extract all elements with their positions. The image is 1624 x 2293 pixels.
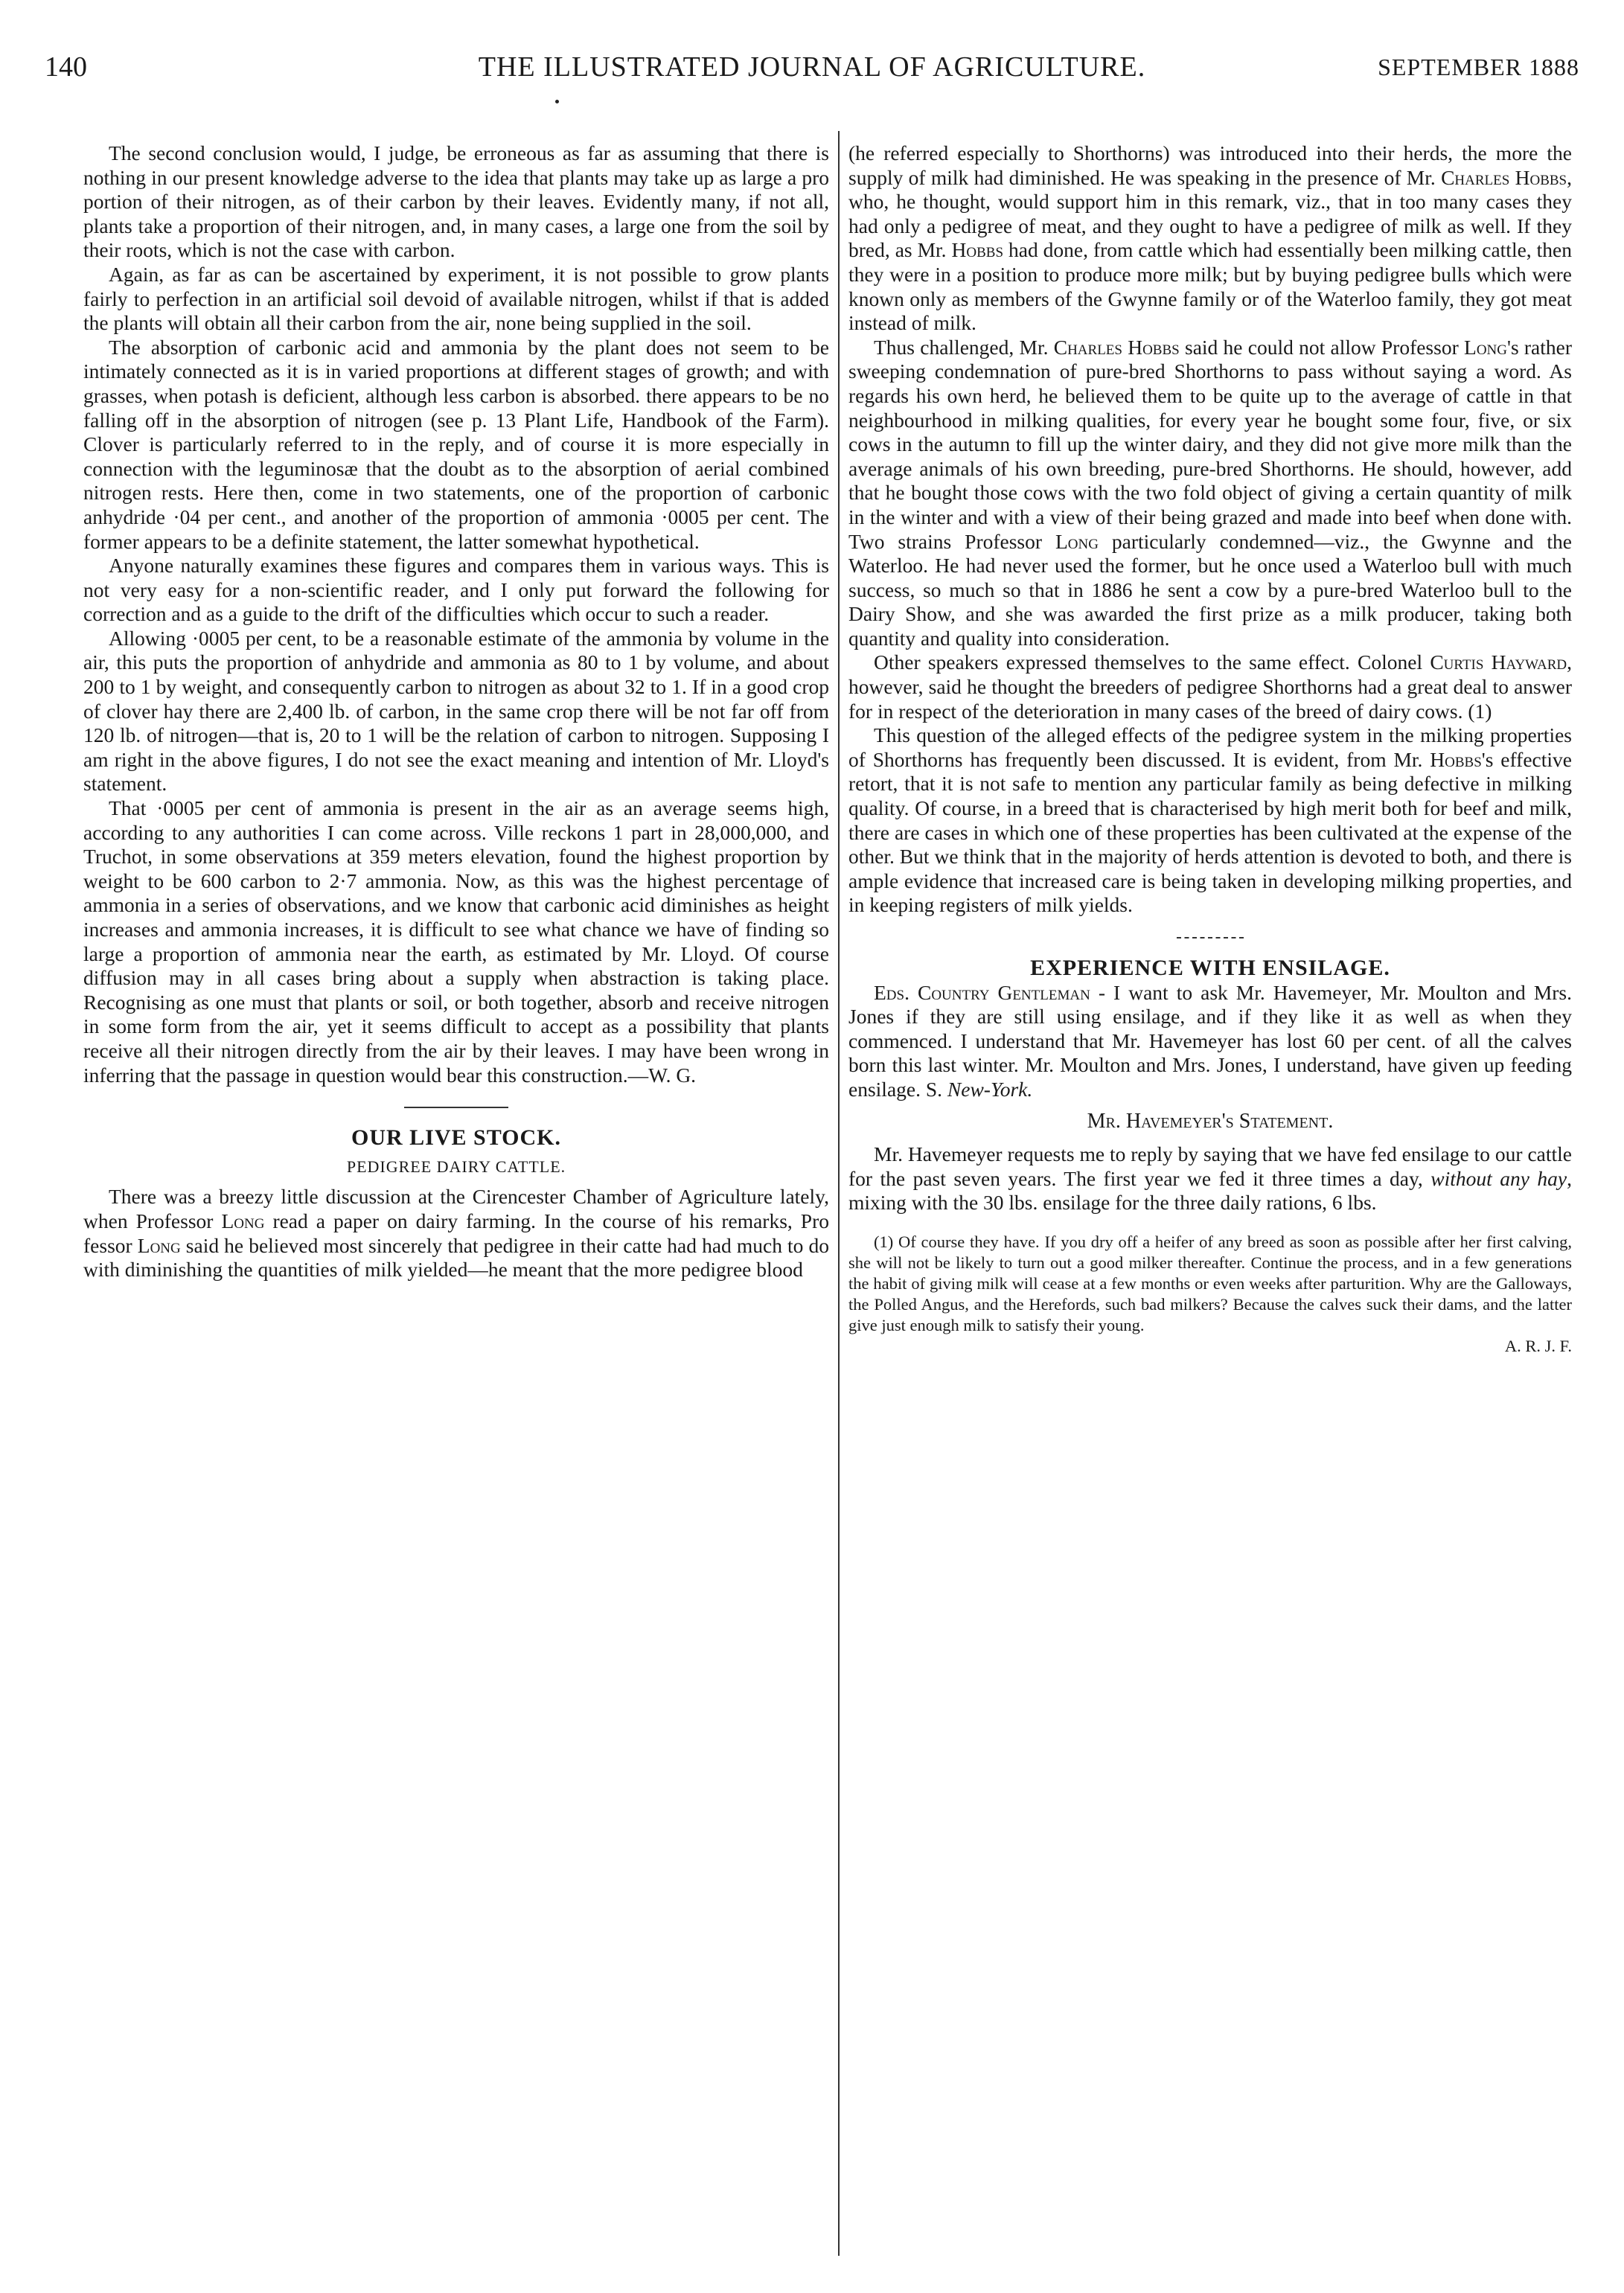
paragraph: That ·0005 per cent of ammonia is present in the air as an average seems high, according to any authorities I can come across. Ville reckons 1 part in 28,000,000, and Truchot, in some observations at 359 meters elevation, found the highest proportion by weight to be 600 carbon to 2·7 ammonia. Now, as this was the highest percentage of ammonia in a series of observations, and we know that carbonic acid diminishes as height increases and ammonia increases, it is difficult to see what chance we have of finding so large a proportion of ammonia near the earth, as estimated by Mr. Lloyd. Of course diffusion may in all cases bring about a supply when abstraction is taking place. Recognising as one must that plants or soil, or both together, absorb and receive nitrogen in some form from the air, yet it seems difficult to accept as a possibility that plants receive all their nitrogen directly from the air by their leaves. I may have been wrong in inferring that the passage in question would bear this construction.—W. G. xyxy=(83,796,829,1087)
footnote-signature: A. R. J. F. xyxy=(1504,1336,1572,1355)
header-dot xyxy=(555,100,559,103)
page-header xyxy=(45,45,1579,89)
paragraph: The second conclusion would, I judge, be erroneous as far as assuming that there is nothing in our present knowledge adverse to the idea that plants may take up as large a pro portion of their nitrogen, as of their carbon by their leaves. Evidently many, if not all, plants take a proportion of their nitrogen, and, in many cases, a large one from the soil by their roots, which is not the case with carbon. xyxy=(83,141,829,262)
journal-title: THE ILLUSTRATED JOURNAL OF AGRICULTURE. xyxy=(478,51,1146,83)
column-divider xyxy=(838,131,840,2256)
footnote-text: (1) Of course they have. If you dry off a heifer of any breed as soon as possible after her first calving, she will not be likely to turn out a good milker thereafter. Continue the process, and in a few generations the habit of giving milk will cease at a few months or even weeks after parturition. Why are the Galloways, the Polled Angus, and the Herefords, such bad milkers? Because the calves suck their dams, and the latter give just enough milk to satisfy their young. xyxy=(848,1232,1572,1334)
paragraph: Eds. Country Gentleman - I want to ask Mr. Havemeyer, Mr. Moulton and Mrs. Jones if they are still using ensilage, and if they like it as well as when they commenced. I understand that Mr. Havemeyer has lost 60 per cent. of all the calves born this last winter. Mr. Moulton and Mrs. Jones, I understand, have given up feeding ensilage. S. New-York. xyxy=(848,980,1573,1101)
paragraph: Thus challenged, Mr. Charles Hobbs said he could not allow Professor Long's rather sweeping condemnation of pure-bred Shorthorns to pass without saying a word. As regards his own herd, he believed them to be quite up to the average of cattle in that neighbourhood in milking qualities, for every year he bought some four, five, or six cows in the autumn to fill up the winter dairy, and they did not give more milk than the average animals of his own breeding, pure-bred Shorthorns. He should, however, add that he bought those cows with the two fold object of giving a certain quantity of milk in the winter and with a view of their being grazed and made into beef when done with. Two strains Professor Long particularly condemned—viz., the Gwynne and the Waterloo. He had never used the former, but he once used a Waterloo bull with much success, so much so that in 1886 he sent a cow by a pure-bred Waterloo bull to the Dairy Show, and she was awarded the first prize as a milk producer, taking both quantity and quality into consideration. xyxy=(848,335,1573,650)
person-name: Long xyxy=(1464,335,1507,359)
left-column xyxy=(83,141,829,1282)
person-name: Curtis Hayward xyxy=(1430,650,1567,674)
person-name: Long xyxy=(137,1233,181,1257)
addressee: Eds. Country Gentleman xyxy=(874,980,1090,1004)
person-name: Charles Hobbs xyxy=(1441,165,1567,189)
section-title-live-stock: OUR LIVE STOCK. xyxy=(351,1125,561,1151)
place-name: New-York. xyxy=(947,1077,1033,1101)
page-number: 140 xyxy=(45,51,87,83)
right-column xyxy=(848,141,1572,1357)
paragraph: (he referred especially to Shorthorns) was introduced into their herds, the more the supply of milk had diminished. He was speaking in the presence of Mr. Charles Hobbs, who, he thought, would support him in this remark, viz., that in too many cases they had only a pedigree of meat, and they ought to have a pedigree of milk as well. If they bred, as Mr. Hobbs had done, from cattle which had essentially been milking cattle, then they were in a position to produce more milk; but by buying pedigree bulls which were known only as members of the Gwynne family or of the Waterloo family, they got meat instead of milk. xyxy=(848,141,1572,335)
person-name: Charles Hobbs xyxy=(1053,335,1180,359)
section-separator xyxy=(404,1107,508,1108)
statement-heading: Mr. Havemeyer's Statement. xyxy=(1087,1109,1334,1133)
paragraph: The absorption of carbonic acid and ammonia by the plant does not seem to be intimately connected as it is in varied proportions at different stages of growth; and with grasses, when potash is deficient, although less carbon is absorbed. there appears to be no falling off in the absorption of nitrogen (see p. 13 Plant Life, Handbook of the Farm). Clover is particularly referred to in the reply, and of course it is more especially in connection with the leguminosæ that the doubt as to the absorption of aerial combined nitrogen rests. Here then, come in two statements, one of the proportion of carbonic anhydride ·04 per cent., and another of the proportion of ammonia ·0005 per cent. The former appears to be a definite statement, the latter somewhat hypothetical. xyxy=(83,335,829,553)
person-name: Long xyxy=(221,1209,265,1232)
section-title-ensilage: EXPERIENCE WITH ENSILAGE. xyxy=(1030,956,1390,980)
paragraph: Mr. Havemeyer requests me to reply by saying that we have fed ensilage to our cattle for the past seven years. The first year we fed it three times a day, without any hay, mixing with the 30 lbs. ensilage for the three daily rations, 6 lbs. xyxy=(848,1142,1572,1215)
paragraph: This question of the alleged effects of the pedigree system in the milking properties of Shorthorns has frequently been discussed. It is evident, from Mr. Hobbs's effective retort, that it is not safe to mention any particular family as being defective in milking quality. Of course, in a breed that is characterised by high merit both for beef and milk, there are cases in which one of these properties has been cultivated at the expense of the other. But we think that in the majority of herds attention is devoted to both, and there is ample evidence that increased care is being taken in developing milking properties, and in keeping registers of milk yields. xyxy=(848,723,1572,917)
paragraph: Anyone naturally examines these figures and compares them in various ways. This is not very easy for a non-scientific reader, and I only put forward the following for correction and as a guide to the drift of the difficulties which occur to such a reader. xyxy=(83,554,829,626)
section-subtitle-pedigree: PEDIGREE DAIRY CATTLE. xyxy=(346,1157,566,1176)
paragraph: Other speakers expressed themselves to the same effect. Colonel Curtis Hayward, however, said he thought the breeders of pedigree Shorthorns had a great deal to answer for in respect of the deterioration in many cases of the breed of dairy cows. (1) xyxy=(848,650,1572,723)
person-name: Long xyxy=(1055,529,1099,553)
paragraph: There was a breezy little discussion at the Cirencester Chamber of Agriculture lately, when Professor Long read a paper on dairy farming. In the course of his remarks, Pro fessor Long said he believed most sincerely that pedigree in their catte had had much to do with diminishing the quantities of milk yielded—he meant that the more pedigree blood xyxy=(83,1185,829,1282)
footnote xyxy=(848,1232,1572,1357)
paragraph: Again, as far as can be ascertained by experiment, it is not possible to grow plants fairly to perfection in an artificial soil devoid of available nitrogen, whilst if that is added the plants will obtain all their carbon from the air, none being supplied in the soil. xyxy=(83,262,829,335)
person-name: Hobbs xyxy=(1430,747,1482,771)
section-separator xyxy=(1177,937,1244,938)
issue-date: SEPTEMBER 1888 xyxy=(1378,54,1579,80)
paragraph: Allowing ·0005 per cent, to be a reasonable estimate of the ammonia by volume in the air, this puts the proportion of anhydride and ammonia as 80 to 1 by volume, and about 200 to 1 by weight, and consequently carbon to nitrogen as about 32 to 1. If in a good crop of clover hay there are 2,400 lb. of carbon, in the same crop there will be not far off from 120 lb. of nitrogen—that is, 20 to 1 will be the relation of carbon to nitrogen. Supposing I am right in the above figures, I do not see the exact meaning and intention of Mr. Lloyd's statement. xyxy=(83,626,829,796)
person-name: Hobbs xyxy=(951,238,1004,262)
emphasis: without any hay xyxy=(1430,1166,1567,1190)
